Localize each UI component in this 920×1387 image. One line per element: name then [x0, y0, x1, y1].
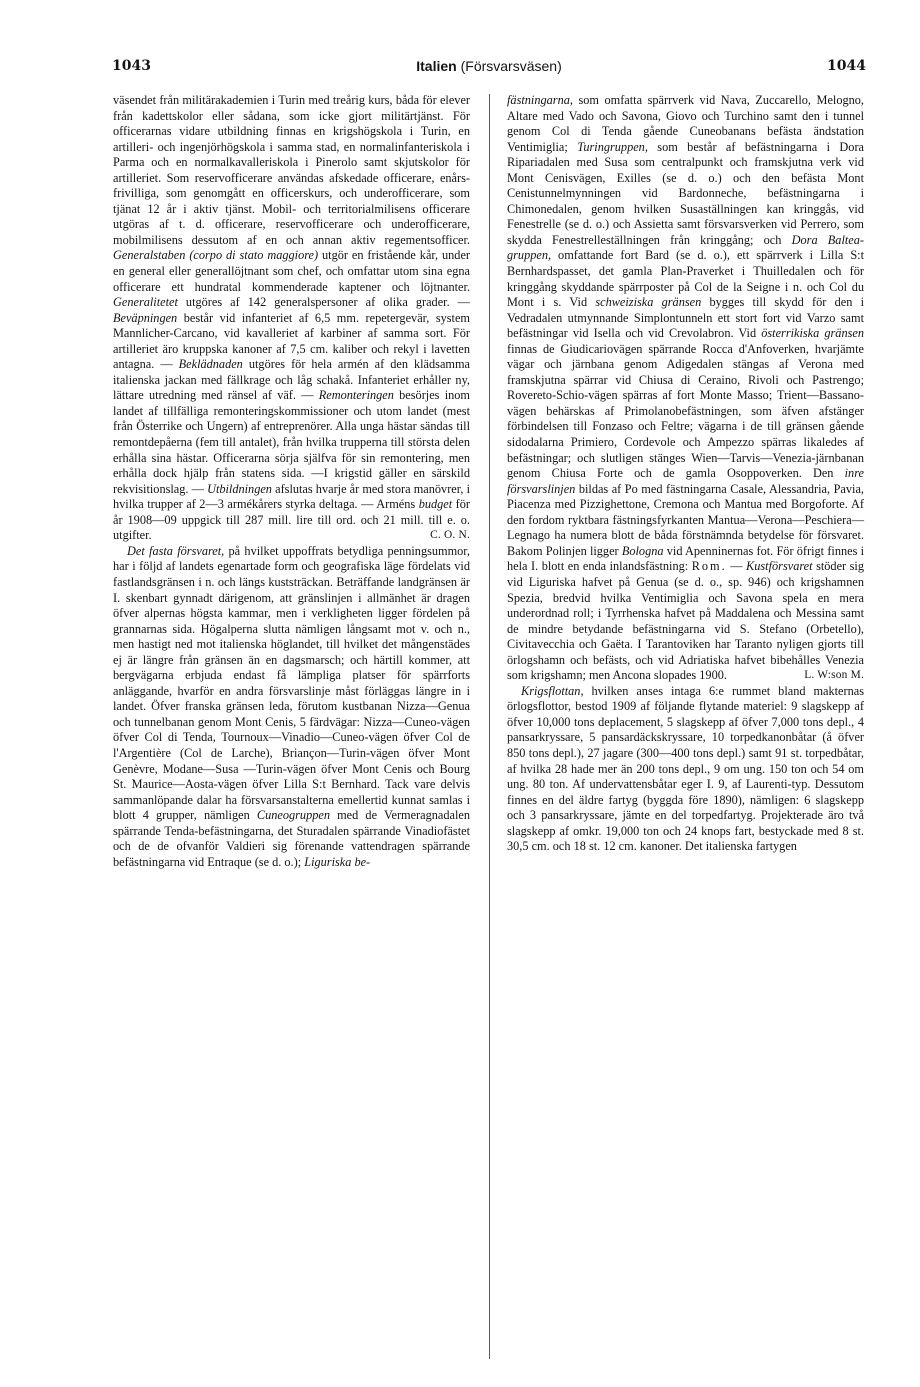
running-title-main: Italien: [416, 58, 457, 74]
author-signature: C. O. N.: [430, 529, 470, 542]
author-signature: L. W:son M.: [804, 669, 864, 682]
page-number-left: 1043: [112, 58, 151, 74]
right-column: [507, 93, 864, 855]
paragraph-fixed-defence: Det fasta försvaret, på hvilket uppoffrats betydliga penningsummor, har i följd af landets egenartade form och geografiska läge fördelats vid fastlandsgränsen i n. och längs kuststräckan. Beträffande landgränsen är I. skenbart gynnadt därigenom, att gränslinjen i allmänhet är dragen öfver alpernas högsta kammar, men i verkligheten ligger fördelen på grannarnas sida. Högalperna slutta nämligen långsamt mot v. och n., men hastigt ned mot italienska höglandet, till hvilket det mångenstädes ej är längre från gränsen än en dagsmarsch; och härtill kommer, att bergvägarna erbjuda endast få lämpliga platser för spärrforts anläggande, hvarför en andra försvarslinje måst förläggas längre in i landet. Öfver franska gränsen leda, förutom kustbanan Nizza—Genua och tunnelbanan genom Mont Cenis, 5 färdvägar: Nizza—Cuneo-vägen öfver Col di Tenda, Tournoux—Vinadio—Cuneo-vägen öfver Col de l'Argentière (Col de Larche), Briançon—Turin-vägen öfver Mont Genèvre, Modane—Susa —Turin-vägen öfver Mont Cenis och Bourg St. Maurice—Aosta-vägen öfver Lilla S:t Bernhard. Tack vare delvis sammanlöpande dalar ha försvarsanstalterna emellertid kunnat samlas i blott 4 grupper, nämligen Cuneogruppen med de Vermeragnadalen spärrande Tenda-befästningarna, det Sturadalen spärrande Vinadiofästet och de de ofvanför Valdieri sig förenande vattendragen spärrande befästningarna vid Entraque (se d. o.); Liguriska be-: [113, 543, 470, 869]
paragraph-fortifications: fästningarna, som omfatta spärrverk vid Nava, Zuccarello, Melogno, Altare med Vado och Savona, Giovo och Turchino samt den i tunnel genom Col di Tenda gående Cuneobanans befästa ändstation Ventimiglia; Turingruppen, som består af befästningarna i Dora Ripariadalen med Susa som centralpunkt och framskjutna verk vid Mont Cenisvägen, Exilles (se d. o.) och den befästa Mont Cenistunnelmynningen vid Bardonneche, befästningarna i Chimonedalen, genom hvilken Susaställningen kan kringgås, vid Fenestrelle (se d. o.) och Assietta samt försvarsverken vid Perrero, som skydda Fenestrelleställningen från kringgång; och Dora Baltea-gruppen, omfattande fort Bard (se d. o.), ett spärrverk i Lilla S:t Bernhardspasset, det gamla Plan-Praverket i Thuilledalen och för kringgång skyddande spärrposter på Col de la Seigne i n. och Col du Mont i s. Vid schweiziska gränsen bygges till skydd för den i Vedradalen utmynnande Simplontunneln ett stort fort vid Varzo samt befästningar vid Isella och vid Crevolabron. Vid österrikiska gränsen finnas de Giudicariovägen spärrande Rocca d'Anfoverken, hvarjämte vägar och järnbana genom Adigedalen stängas af Verona med framskjutna spärrar vid Chiusa di Ceraino, Rivoli och Pastrengo; Rovereto-Schio-vägen spärras af fort Monte Masso; Trient—Bassano-vägen behärskas af Primolanobefästningen, som äfven afstänger förbindelsen till Fonzaso och Feltre; vägarna i de till gränsen gående sidodalarna Primiero, Cordevole och Ampezzo spärras likaledes af befästningar; och slutligen stänges Wien—Tarvis—Venezia-järnbanan genom Chiusa Forte och de gamla Osoppoverken. Den inre försvarslinjen bildas af Po med fästningarna Casale, Alessandria, Pavia, Piacenza med Pizzighettone, Cremona och Mantua med Borgoforte. Af den fordom ryktbara fästningsfyrkanten Mantua—Verona—Peschiera—Legnago ha numera blott de båda förstnämnda betydelse för försvaret. Bakom Polinjen ligger Bologna vid Apenninernas fot. För öfrigt finnes i hela I. blott en enda inlandsfästning: Rom. — Kustförsvaret stöder sig vid Liguriska hafvet på Genua (se d. o., sp. 946) och krigshamnen Spezia, bredvid hvilka Ventimiglia och Savona spela en mera underordnad roll; i Tyrrhenska hafvet på Maddalena och Messina samt de mindre betydande befästningarna vid S. Stefano (Orbetello), Civitavecchia och Gaëta. I Tarantoviken har Taranto nyligen gjorts till örlogshamn och befästs, och vid Adriatiska hafvet bibehålles Venezia som krigshamn; men Ancona slopades 1900. L. W:son M.: [507, 93, 865, 683]
page-header: [112, 58, 866, 80]
left-column: [113, 93, 470, 870]
paragraph-army-officers: väsendet från militärakademien i Turin med treårig kurs, båda för elever från kadettskolor eller sådana, som icke gjort militärtjänst. För officerarnas vidare utbildning finnas en krigshögskola i Turin, en artilleri- och ingenjörhögskola i samma stad, en normalinfanteriskola i Parma och en normalkavalleriskola i Pinerolo samt skjutskolor för artilleriet. Som reservofficerare användas afskedade officerare, enårs-frivilliga, som genomgått en officerskurs, och underofficerare, som tjänat 12 år i aktiv tjänst. Mobil- och territorialmilisens officerare utgöras af t. d. officerare, reservofficerare och underofficerare, mobilmilisens dessutom af en och annan aktiv regementsofficer. Generalstaben (corpo di stato maggiore) utgör en fristående kår, under en general eller generallöjtnant som chef, och omfattar utom sina egna officerare ett hundratal kommenderade kaptener och löjtnanter. Generalitetet utgöres af 142 generalspersoner af olika grader. — Beväpningen består vid infanteriet af 6,5 mm. repetergevär, system Mannlicher-Carcano, vid kavalleriet af karbiner af samma sort. För artilleriet äro kruppska kanoner af 7,5 cm. kaliber och rekyl i lavetten antagna. — Beklädnaden utgöres för hela armén af den klädsamma italienska jackan med fällkrage och låg schakå. Infanteriet erhåller ny, lättare utredning med ränsel af väf. — Remonteringen besörjes inom landet af tillfälliga remonteringskommissioner och utom landet (mest från Österrike och Ungern) af entreprenörer. Alla unga hästar sändas till remontdepåerna (fem till antalet), från hvilka trupperna till största delen erhålla sina hästar. Officerarna sörja själfva för sin remontering, men erhålla dock hjälp från statens sida. —I krigstid gäller en särskild rekvisitionslag. — Utbildningen afslutas hvarje år med stora manövrer, i hvilka trupper af 2—3 armékårers styrka deltaga. — Arméns budget för år 1908—09 uppgick till 287 mill. lire till ord. och 21 mill. till e. o. utgifter. C. O. N.: [113, 93, 471, 543]
column-divider: [489, 94, 490, 1359]
running-title: [112, 58, 866, 74]
page-number-right: 1044: [827, 58, 866, 74]
running-title-sub: (Försvarsväsen): [456, 58, 562, 74]
paragraph-navy: Krigsflottan, hvilken anses intaga 6:e rummet bland makternas örlogsflottor, bestod 1909 af följande flytande materiel: 9 slagskepp af öfver 10,000 tons deplacement, 5 slagskepp af öfver 7,000 tons depl., 4 pansarkryssare, 5 pansardäckskryssare, 10 torpedkanonbåtar (å öfver 850 tons depl.), 27 jagare (300—400 tons depl.) samt 91 st. torpedbåtar, af hvilka 28 hade mer än 200 tons depl., 9 om ung. 150 ton och 54 om ung. 80 ton. Af undervattensbåtar eger I. 9, af Laurenti-typ. Dessutom finnes en del äldre fartyg (byggda före 1890), nämligen: 6 slagskepp och 3 pansarkryssare, jämte en del torpedfartyg. Projekterade äro två slagskepp af omkr. 19,000 ton och 24 knops fart, bestyckade med 8 st. 30,5 cm. och 18 st. 12 cm. kanoner. Det italienska fartygen: [507, 683, 864, 854]
